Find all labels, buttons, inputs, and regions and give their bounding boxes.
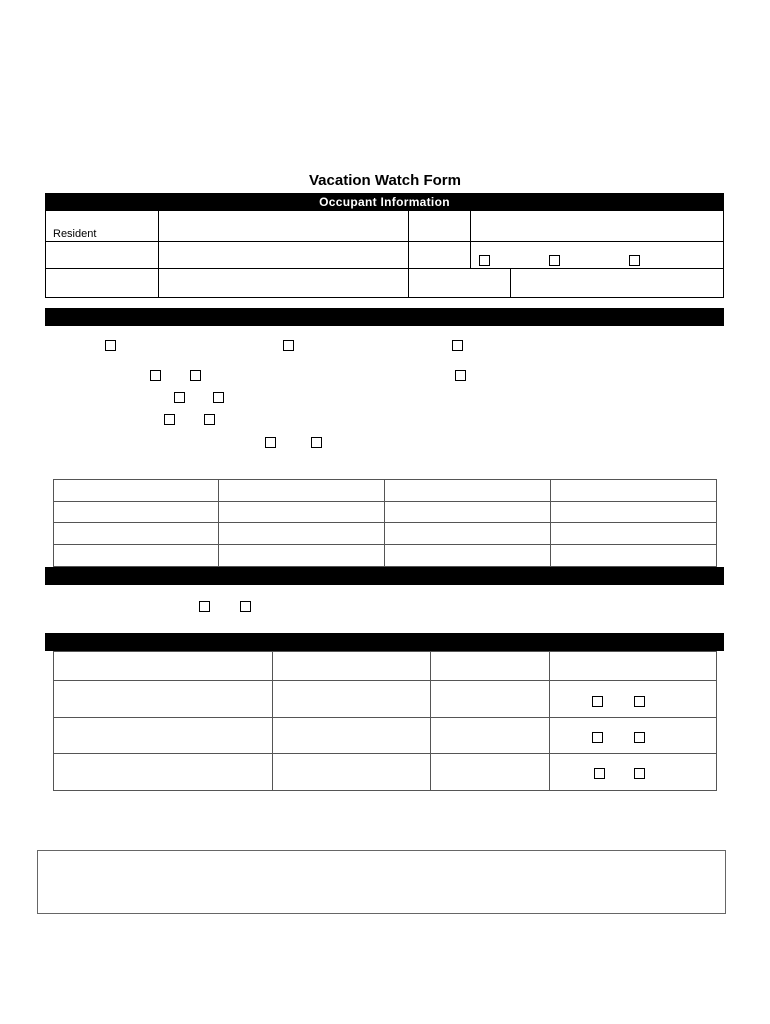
table-cell[interactable] <box>550 652 717 681</box>
s2-checkbox-r1-2[interactable] <box>283 340 294 351</box>
table-cell[interactable] <box>431 681 550 718</box>
s2-checkbox-r5-1[interactable] <box>265 437 276 448</box>
s2-checkbox-r2-3[interactable] <box>455 370 466 381</box>
table-cell[interactable] <box>384 502 550 523</box>
table-cell[interactable] <box>54 523 219 545</box>
vehicle-table <box>53 651 717 791</box>
row2-field-2[interactable] <box>409 242 469 268</box>
table-cell[interactable] <box>54 545 219 567</box>
table-cell[interactable] <box>54 754 273 791</box>
table-row <box>54 480 717 502</box>
s2-checkbox-r4-1[interactable] <box>164 414 175 425</box>
row4-checkbox-2[interactable] <box>634 768 645 779</box>
table-cell[interactable] <box>54 480 219 502</box>
table-cell[interactable] <box>54 681 273 718</box>
table-cell[interactable] <box>272 754 431 791</box>
table-cell[interactable] <box>219 502 385 523</box>
table-row <box>54 502 717 523</box>
section2-header <box>45 308 724 326</box>
occupant-grid <box>45 211 724 298</box>
occupant-checkbox-3[interactable] <box>629 255 640 266</box>
table-cell[interactable] <box>272 681 431 718</box>
table-cell[interactable] <box>550 480 716 502</box>
table-cell[interactable] <box>550 545 716 567</box>
table-cell[interactable] <box>219 480 385 502</box>
resident-field-3[interactable] <box>471 211 723 241</box>
row2-checkbox-1[interactable] <box>592 696 603 707</box>
occupant-checkbox-1[interactable] <box>479 255 490 266</box>
resident-name-field[interactable] <box>159 211 407 241</box>
row3-checkbox-1[interactable] <box>592 732 603 743</box>
table-cell[interactable] <box>431 652 550 681</box>
s2-checkbox-r2-2[interactable] <box>190 370 201 381</box>
address-field[interactable] <box>159 242 407 268</box>
row3-field-3[interactable] <box>511 269 723 297</box>
row3-field-2[interactable] <box>409 269 509 297</box>
resident-field-2[interactable] <box>409 211 469 241</box>
table-row <box>54 718 717 754</box>
s3-checkbox-1[interactable] <box>199 601 210 612</box>
table-cell[interactable] <box>54 502 219 523</box>
occupant-section-header <box>45 193 724 211</box>
occupant-checkbox-2[interactable] <box>549 255 560 266</box>
table-cell[interactable] <box>384 523 550 545</box>
s2-checkbox-r3-1[interactable] <box>174 392 185 403</box>
table-cell[interactable] <box>431 754 550 791</box>
table-cell[interactable] <box>384 545 550 567</box>
row3-field-1[interactable] <box>159 269 407 297</box>
table-cell[interactable] <box>550 523 716 545</box>
table-cell <box>550 681 717 718</box>
row3-checkbox-2[interactable] <box>634 732 645 743</box>
table-row <box>54 681 717 718</box>
table-cell[interactable] <box>384 480 550 502</box>
contact-table <box>53 479 717 567</box>
resident-label: Resident <box>53 228 97 240</box>
table-cell <box>550 718 717 754</box>
table-cell[interactable] <box>219 523 385 545</box>
table-cell[interactable] <box>550 502 716 523</box>
table-cell[interactable] <box>219 545 385 567</box>
s2-checkbox-r5-2[interactable] <box>311 437 322 448</box>
s2-checkbox-r4-2[interactable] <box>204 414 215 425</box>
row4-checkbox-1[interactable] <box>594 768 605 779</box>
s2-checkbox-r1-3[interactable] <box>452 340 463 351</box>
section4-header <box>45 633 724 651</box>
table-cell[interactable] <box>431 718 550 754</box>
s2-checkbox-r2-1[interactable] <box>150 370 161 381</box>
row2-checkbox-2[interactable] <box>634 696 645 707</box>
section3-header <box>45 567 724 585</box>
table-cell[interactable] <box>272 652 431 681</box>
table-row <box>54 523 717 545</box>
notes-area[interactable] <box>37 850 726 914</box>
occupant-header-label: Occupant Information <box>319 195 450 209</box>
table-cell <box>550 754 717 791</box>
form-title: Vacation Watch Form <box>309 172 461 189</box>
table-cell[interactable] <box>54 652 273 681</box>
s3-checkbox-2[interactable] <box>240 601 251 612</box>
table-cell[interactable] <box>54 718 273 754</box>
s2-checkbox-r3-2[interactable] <box>213 392 224 403</box>
table-row <box>54 545 717 567</box>
table-row <box>54 754 717 791</box>
table-cell[interactable] <box>272 718 431 754</box>
s2-checkbox-r1-1[interactable] <box>105 340 116 351</box>
table-row <box>54 652 717 681</box>
